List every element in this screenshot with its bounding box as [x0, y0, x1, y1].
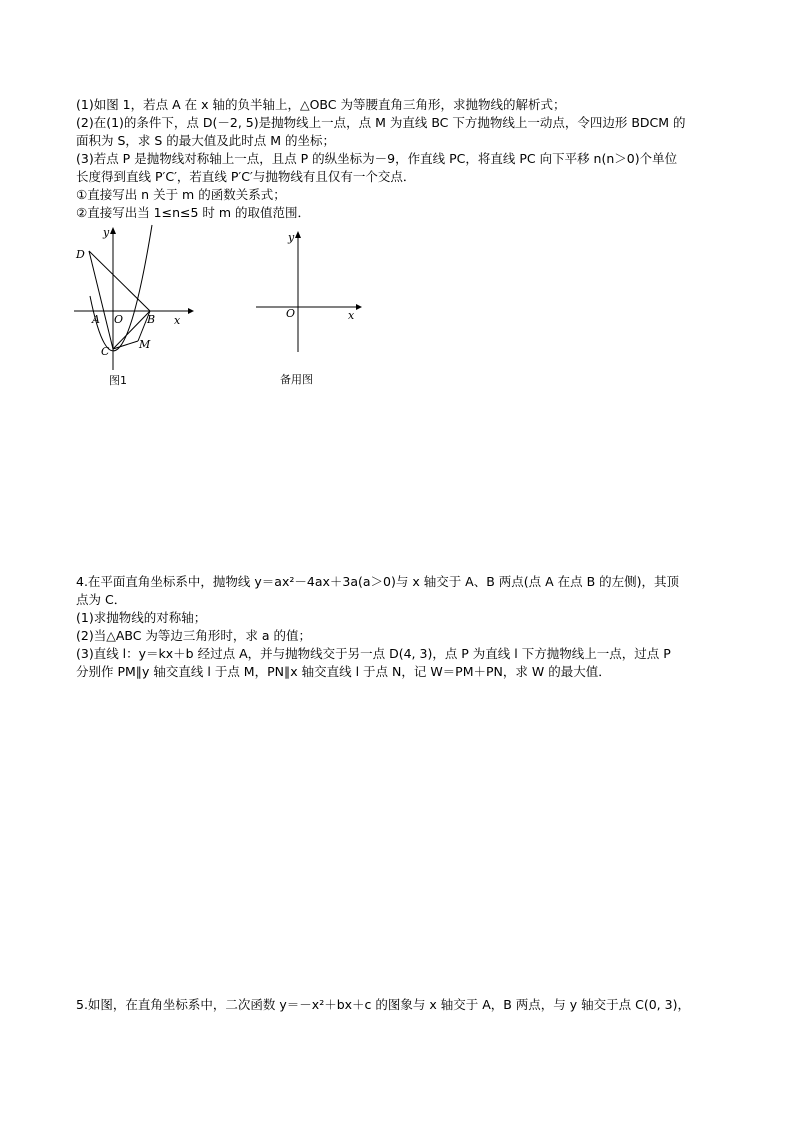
- figure-2-caption: 备用图: [280, 373, 313, 386]
- fig2-label-o: O: [286, 307, 296, 320]
- fig1-label-y: y: [103, 226, 110, 239]
- p4-question-3-line1: (3)直线 l：y＝kx＋b 经过点 A，并与抛物线交于另一点 D(4, 3)，点 P 为直线 l 下方抛物线上一点，过点 P: [76, 646, 671, 661]
- figure-2-diagram: [250, 226, 370, 356]
- p4-stem-line2: 点为 C．: [76, 592, 127, 607]
- fig1-label-m: M: [139, 338, 151, 351]
- fig1-label-x: x: [174, 314, 181, 327]
- fig1-label-d: D: [76, 248, 85, 261]
- p3-subquestion-2: ②直接写出当 1≤n≤5 时 m 的取值范围．: [76, 205, 311, 220]
- figure-1-caption: 图1: [109, 374, 127, 387]
- p4-stem-line1: 4.在平面直角坐标系中，抛物线 y＝ax²－4ax＋3a(a＞0)与 x 轴交于 A、B 两点(点 A 在点 B 的左侧)，其顶: [76, 574, 680, 589]
- p3-question-3-line2: 长度得到直线 P′C′，若直线 P′C′与抛物线有且仅有一个交点．: [76, 169, 416, 184]
- fig2-label-x: x: [348, 309, 355, 322]
- figure-1-diagram: [70, 224, 200, 374]
- fig1-label-c: C: [101, 345, 110, 358]
- fig1-label-b: B: [147, 313, 156, 326]
- p4-question-3-line2: 分别作 PM∥y 轴交直线 l 于点 M，PN∥x 轴交直线 l 于点 N，记 W＝PM＋PN，求 W 的最大值．: [76, 664, 611, 679]
- fig2-label-y: y: [288, 231, 295, 244]
- p3-question-1: (1)如图 1，若点 A 在 x 轴的负半轴上，△OBC 为等腰直角三角形，求抛物线的解析式；: [76, 97, 566, 112]
- p4-question-2: (2)当△ABC 为等边三角形时，求 a 的值；: [76, 628, 312, 643]
- p5-stem-line1: 5.如图，在直角坐标系中，二次函数 y＝－x²＋bx＋c 的图象与 x 轴交于 A，B 两点，与 y 轴交于点 C(0, 3)，: [76, 997, 690, 1012]
- p3-question-2-line1: (2)在(1)的条件下，点 D(－2, 5)是抛物线上一点，点 M 为直线 BC 下方抛物线上一动点，令四边形 BDCM 的: [76, 115, 686, 130]
- fig1-label-o: O: [114, 313, 124, 326]
- p3-subquestion-1: ①直接写出 n 关于 m 的函数关系式；: [76, 187, 286, 202]
- p3-question-3-line1: (3)若点 P 是抛物线对称轴上一点，且点 P 的纵坐标为－9，作直线 PC，将直线 PC 向下平移 n(n＞0)个单位: [76, 151, 678, 166]
- p3-question-2-line2: 面积为 S，求 S 的最大值及此时点 M 的坐标；: [76, 133, 336, 148]
- fig1-label-a: A: [92, 313, 100, 326]
- p4-question-1: (1)求抛物线的对称轴；: [76, 610, 207, 625]
